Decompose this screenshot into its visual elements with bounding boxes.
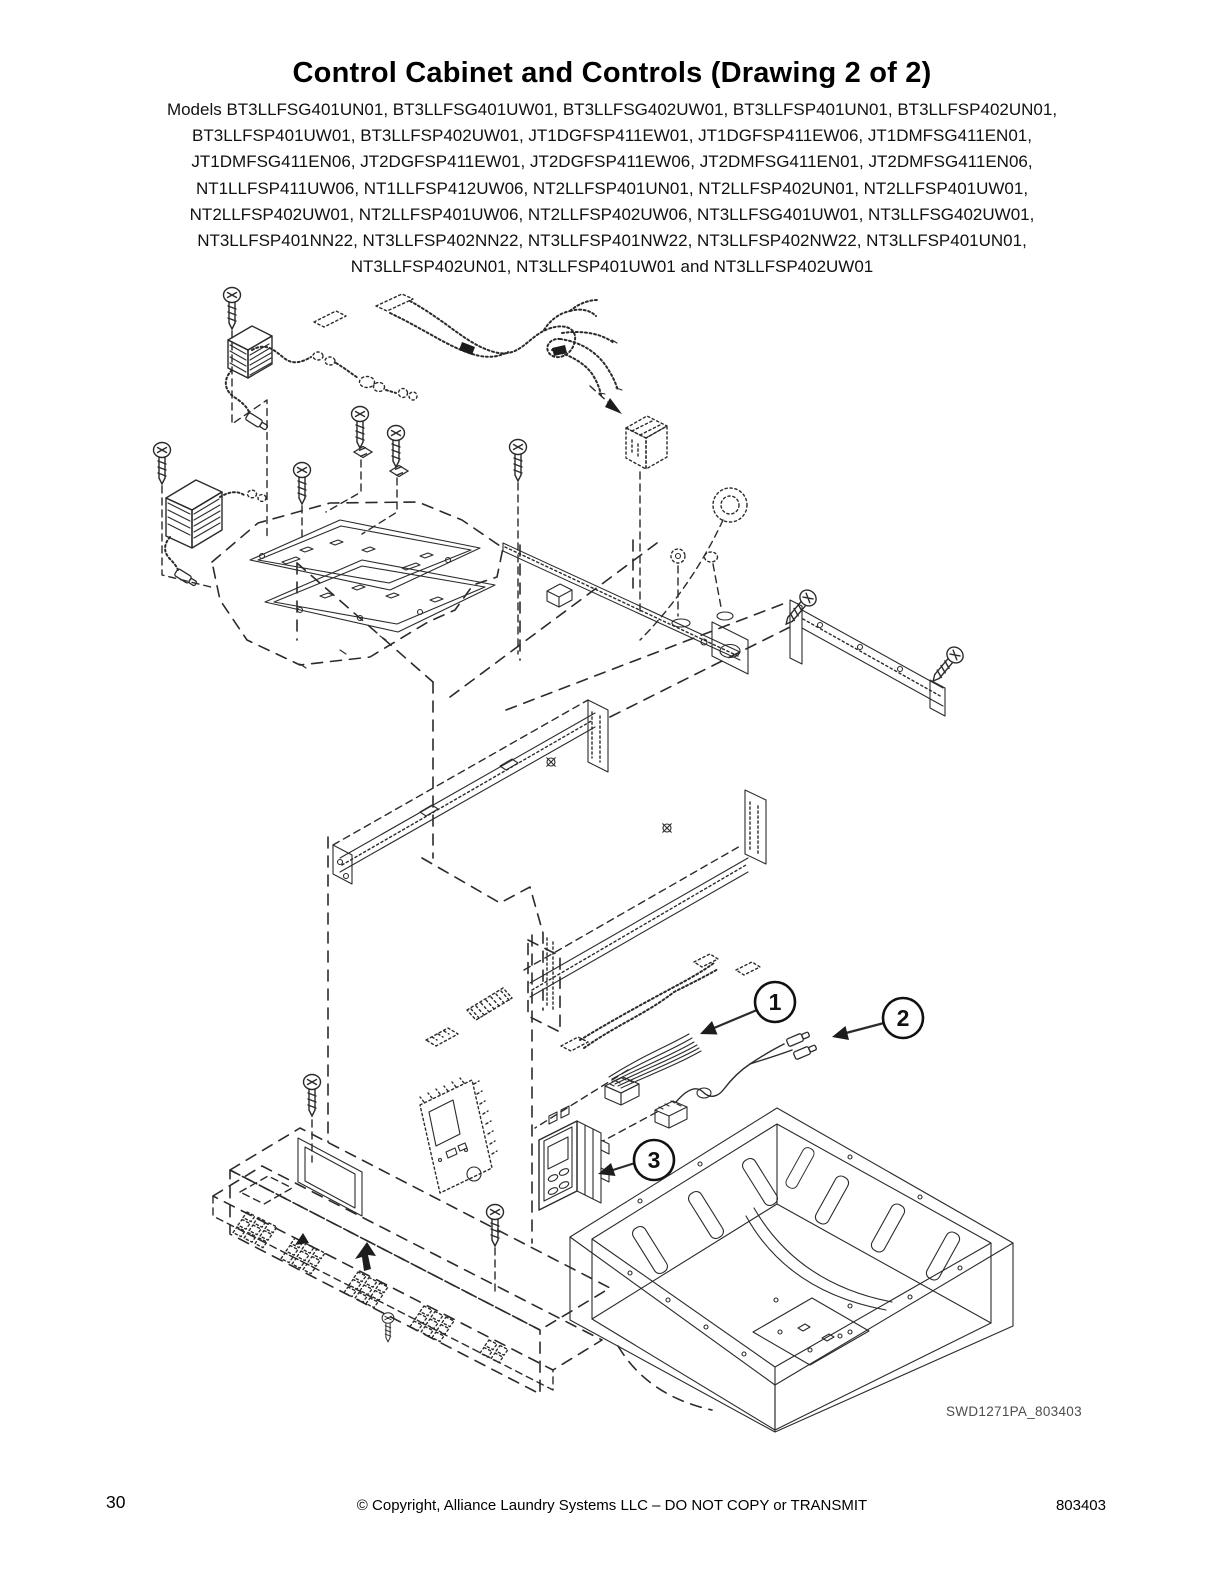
callout-1 [700,982,795,1035]
control-board-pcb [420,1078,497,1193]
models-line: NT2LLFSP402UW01, NT2LLFSP401UW06, NT2LLFSP402UW06, NT3LLFSG401UW01, NT3LLFSG402UW01, [189,204,1035,224]
callout-3-label: 3 [647,1147,661,1173]
wire-harness-item1 [605,1034,701,1105]
models-line: NT1LLFSP411UW06, NT1LLFSP412UW06, NT2LLFSP401UN01, NT2LLFSP402UN01, NT2LLFSP401UW01, [195,178,1029,198]
models-line: Models BT3LLFSG401UN01, BT3LLFSG401UW01, BT3LLFSG402UW01, BT3LLFSP401UN01, BT3LLFSP402UN01, [166,100,1058,119]
drawing-id: SWD1271PA_803403 [946,1404,1082,1419]
clip-nut-icon [354,447,372,458]
vent-slot [630,1224,669,1276]
side-angle-bracket [790,600,945,716]
screw-dot-icon [659,820,676,837]
plug-terminal [786,1030,810,1046]
harness-connector-block [626,416,667,612]
models-line: NT3LLFSP401NN22, NT3LLFSP402NN22, NT3LLFSP401NW22, NT3LLFSP402NW22, NT3LLFSP401UN01, [197,231,1027,251]
wire-terminal [245,412,269,431]
footer-copyright: © Copyright, Alliance Laundry Systems LLC – DO NOT COPY or TRANSMIT [356,1497,868,1514]
screw-icon [388,426,405,468]
callout-2-label: 2 [896,1005,910,1031]
assembly-arrow-icon [605,398,622,414]
vent-slot [924,1230,961,1282]
screw-icon [154,443,171,485]
vent-slot [813,1174,850,1226]
vent-slot [686,1189,725,1241]
vent-slot [869,1202,906,1254]
screw-icon [927,644,967,687]
footer-doc-number: 803403 [1055,1497,1106,1514]
console-harness-group [426,954,760,1051]
screw-dot-icon [543,754,560,771]
lower-channel-bracket [524,790,766,1032]
page-title: Control Cabinet and Controls (Drawing 2 of 2) [292,57,932,89]
screw-icon [352,407,369,449]
console-assembly [230,1128,610,1394]
cross-channel-bracket [333,700,608,884]
power-module-lower [165,480,266,587]
screw-icon [510,440,527,482]
grommet-ring [713,488,747,522]
wire-terminal [174,568,198,587]
clip-nut-icon [390,466,408,477]
vent-slot [740,1156,779,1208]
main-wire-harness [314,294,622,414]
mounting-screws [154,288,967,1342]
screw-icon [224,288,241,330]
plug-terminal [793,1043,817,1059]
callout-2 [832,998,923,1040]
screw-icon [304,1075,321,1117]
footer-page-number: 30 [106,1492,126,1512]
models-line: JT1DMFSG411EN06, JT2DGFSP411EW01, JT2DGFSP411EW06, JT2DMFSG411EN01, JT2DMFSG411EN06, [191,152,1033,172]
callout-2-arrow-icon [832,1026,849,1040]
hood-top-rail [503,543,748,674]
models-line: NT3LLFSP402UN01, NT3LLFSP401UW01 and NT3LLFSP402UW01 [350,257,874,277]
panel-arrow-icon [355,1242,376,1271]
mounting-plate-assembly [212,502,503,668]
vent-slot [784,1146,816,1190]
screw-icon [780,587,820,630]
timer-control [539,1106,609,1210]
callout-1-label: 1 [768,989,782,1015]
models-line: BT3LLFSP401UW01, BT3LLFSP402UW01, JT1DGFSP411EW01, JT1DGFSP411EW06, JT1DMFSG411EN01, [192,126,1032,146]
screw-icon [294,463,311,505]
